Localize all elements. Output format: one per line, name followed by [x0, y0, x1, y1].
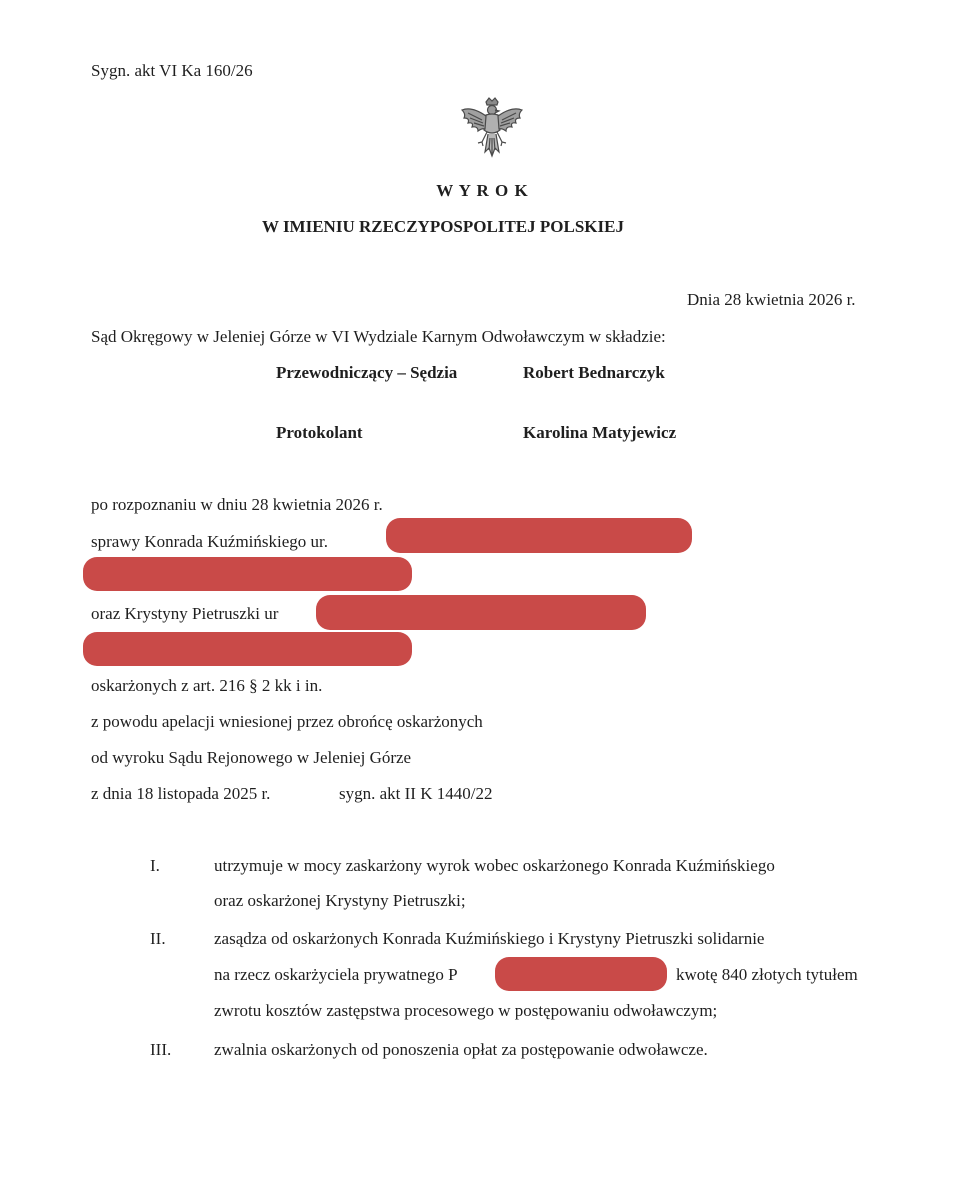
verdict-2-line-1: zasądza od oskarżonych Konrada Kuźmińskiego i Krystyny Pietruszki solidarnie	[214, 929, 765, 948]
verdict-1-line-2: oraz oskarżonej Krystyny Pietruszki;	[214, 891, 466, 910]
verdict-2-line-2: na rzecz oskarżyciela prywatnego P	[214, 965, 458, 984]
court-intro: Sąd Okręgowy w Jeleniej Górze w VI Wydziale Karnym Odwoławczym w składzie:	[91, 327, 666, 346]
clerk-name: Karolina Matyjewicz	[523, 423, 677, 442]
chair-role: Przewodniczący – Sędzia	[276, 363, 458, 382]
verdict-3-line-1: zwalnia oskarżonych od ponoszenia opłat za postępowanie odwoławcze.	[214, 1040, 708, 1059]
proceedings-line-4: oskarżonych z art. 216 § 2 kk i in.	[91, 676, 323, 695]
case-signature: Sygn. akt VI Ka 160/26	[91, 61, 253, 80]
verdict-numeral-2: II.	[150, 929, 166, 948]
judgment-date: Dnia 28 kwietnia 2026 r.	[687, 290, 856, 309]
proceedings-line-6: od wyroku Sądu Rejonowego w Jeleniej Górze	[91, 748, 412, 767]
proceedings-line-1: po rozpoznaniu w dniu 28 kwietnia 2026 r.	[91, 495, 383, 514]
verdict-1-line-1: utrzymuje w mocy zaskarżony wyrok wobec oskarżonego Konrada Kuźmińskiego	[214, 856, 775, 875]
proceedings-line-7-signature: sygn. akt II K 1440/22	[339, 784, 493, 803]
proceedings-line-5: z powodu apelacji wniesionej przez obrońcę oskarżonych	[91, 712, 483, 731]
verdict-2-line-3: zwrotu kosztów zastępstwa procesowego w postępowaniu odwoławczym;	[214, 1001, 718, 1020]
verdict-2-line-2b: kwotę 840 złotych tytułem	[676, 965, 858, 984]
polish-eagle-icon	[458, 96, 526, 162]
verdict-numeral-3: III.	[150, 1040, 172, 1059]
redaction-block	[83, 632, 412, 666]
redaction-block	[495, 957, 667, 991]
document-title: W Y R O K	[436, 181, 529, 200]
proceedings-line-2: sprawy Konrada Kuźmińskiego ur.	[91, 532, 329, 551]
proceedings-line-3: oraz Krystyny Pietruszki ur	[91, 604, 279, 623]
verdict-numeral-1: I.	[150, 856, 160, 875]
proceedings-line-7-date: z dnia 18 listopada 2025 r.	[91, 784, 271, 803]
clerk-role: Protokolant	[276, 423, 363, 442]
document-subtitle: W IMIENIU RZECZYPOSPOLITEJ POLSKIEJ	[262, 217, 624, 236]
chair-name: Robert Bednarczyk	[523, 363, 665, 382]
redaction-block	[316, 595, 646, 630]
redaction-block	[83, 557, 412, 591]
redaction-block	[386, 518, 692, 553]
